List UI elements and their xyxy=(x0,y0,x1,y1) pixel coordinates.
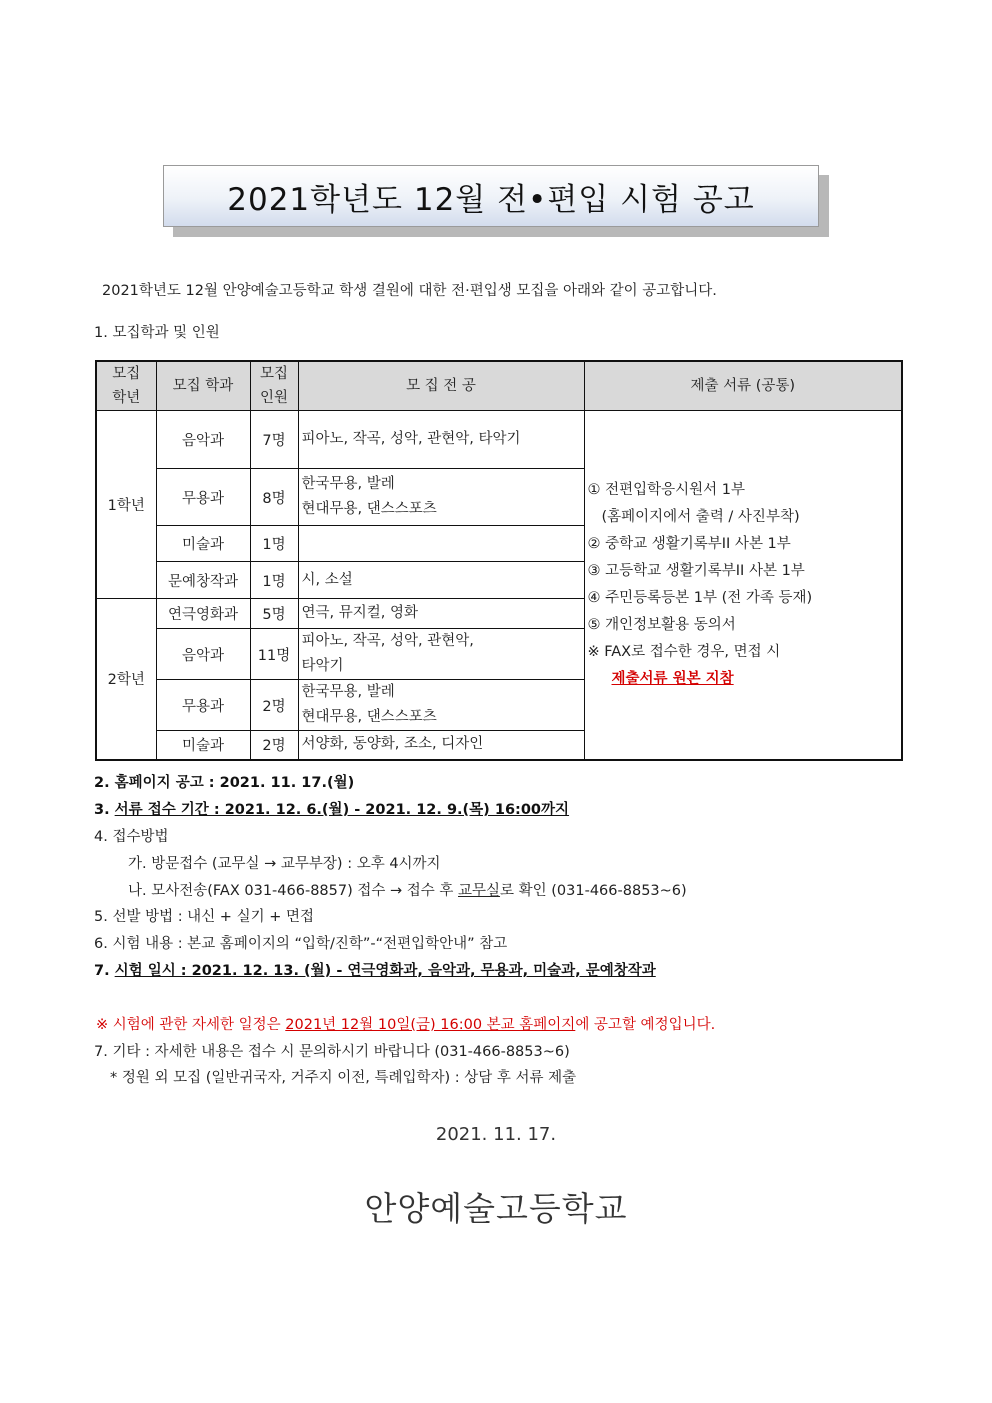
grade-1-cell: 1학년 xyxy=(96,411,156,599)
dept-cell: 연극영화과 xyxy=(156,599,250,629)
count-cell: 7명 xyxy=(250,411,298,469)
table-row xyxy=(96,411,902,469)
major-cell: 피아노, 작곡, 성악, 관현악, 타악기 xyxy=(298,629,584,680)
count-cell: 2명 xyxy=(250,731,298,760)
dept-cell: 음악과 xyxy=(156,411,250,469)
major-cell xyxy=(298,526,584,562)
header-count: 모집 인원 xyxy=(250,361,298,411)
item-7: 7. 시험 일시 : 2021. 12. 13. (월) - 연극영화과, 음악과, 무용과, 미술과, 문예창작과 xyxy=(94,963,656,979)
item-6: 6. 시험 내용 : 본교 홈페이지의 “입학/진학”-“전편입학안내” 참고 xyxy=(94,936,508,952)
major-cell: 연극, 뮤지컬, 영화 xyxy=(298,599,584,629)
dept-cell: 미술과 xyxy=(156,731,250,760)
major-cell: 시, 소설 xyxy=(298,562,584,599)
item-7-etc: 7. 기타 : 자세한 내용은 접수 시 문의하시기 바랍니다 (031-466-8853~6) xyxy=(94,1044,570,1060)
count-cell: 1명 xyxy=(250,526,298,562)
item-5: 5. 선발 방법 : 내신 + 실기 + 면접 xyxy=(94,909,314,925)
count-cell: 5명 xyxy=(250,599,298,629)
exam-schedule-notice: ※ 시험에 관한 자세한 일정은 2021년 12월 10일(금) 16:00 본교 홈페이지에 공고할 예정입니다. xyxy=(96,1017,716,1033)
page-title: 2021학년도 12월 전•편입 시험 공고 xyxy=(163,165,819,227)
major-cell: 한국무용, 발레 현대무용, 댄스스포츠 xyxy=(298,680,584,731)
docs-cell: ① 전편입학응시원서 1부 (홈페이지에서 출력 / 사진부착) ② 중학교 생활기록부II 사본 1부 ③ 고등학교 생활기록부II 사본 1부 ④ 주민등록등본 1부 (전 가족 등재) ⑤ 개인정보활용 동의서 ※ FAX로 접수한 경우, 면접 시 제출서류 원본 지참 xyxy=(584,411,902,760)
intro-text: 2021학년도 12월 안양예술고등학교 학생 결원에 대한 전·편입생 모집을 아래와 같이 공고합니다. xyxy=(102,283,717,299)
item-3: 3. 서류 접수 기간 : 2021. 12. 6.(월) - 2021. 12. 9.(목) 16:00까지 xyxy=(94,802,570,818)
section-1-heading: 1. 모집학과 및 인원 xyxy=(94,325,220,341)
major-cell: 서양화, 동양화, 조소, 디자인 xyxy=(298,731,584,760)
major-cell: 피아노, 작곡, 성악, 관현악, 타악기 xyxy=(298,411,584,469)
count-cell: 2명 xyxy=(250,680,298,731)
item-4a: 가. 방문접수 (교무실 → 교무부장) : 오후 4시까지 xyxy=(128,856,441,872)
major-cell: 한국무용, 발레 현대무용, 댄스스포츠 xyxy=(298,469,584,526)
item-2: 2. 홈페이지 공고 : 2021. 11. 17.(월) xyxy=(94,775,355,791)
title-banner xyxy=(163,165,819,227)
header-docs: 제출 서류 (공통) xyxy=(584,361,902,411)
dept-cell: 미술과 xyxy=(156,526,250,562)
header-dept: 모집 학과 xyxy=(156,361,250,411)
grade-2-cell: 2학년 xyxy=(96,599,156,760)
header-major: 모 집 전 공 xyxy=(298,361,584,411)
count-cell: 1명 xyxy=(250,562,298,599)
item-extra-quota: * 정원 외 모집 (일반귀국자, 거주지 이전, 특례입학자) : 상담 후 서류 제출 xyxy=(110,1070,577,1086)
notice-date: 2021. 11. 17. xyxy=(435,1124,557,1145)
header-grade: 모집 학년 xyxy=(96,361,156,411)
item-4b: 나. 모사전송(FAX 031-466-8857) 접수 → 접수 후 교무실로 확인 (031-466-8853~6) xyxy=(128,883,687,899)
item-4: 4. 접수방법 xyxy=(94,829,169,845)
count-cell: 11명 xyxy=(250,629,298,680)
dept-cell: 무용과 xyxy=(156,469,250,526)
recruitment-table xyxy=(95,360,903,761)
docs-note: 제출서류 원본 지참 xyxy=(611,670,734,687)
count-cell: 8명 xyxy=(250,469,298,526)
school-name: 안양예술고등학교 xyxy=(364,1189,628,1228)
dept-cell: 음악과 xyxy=(156,629,250,680)
dept-cell: 무용과 xyxy=(156,680,250,731)
dept-cell: 문예창작과 xyxy=(156,562,250,599)
